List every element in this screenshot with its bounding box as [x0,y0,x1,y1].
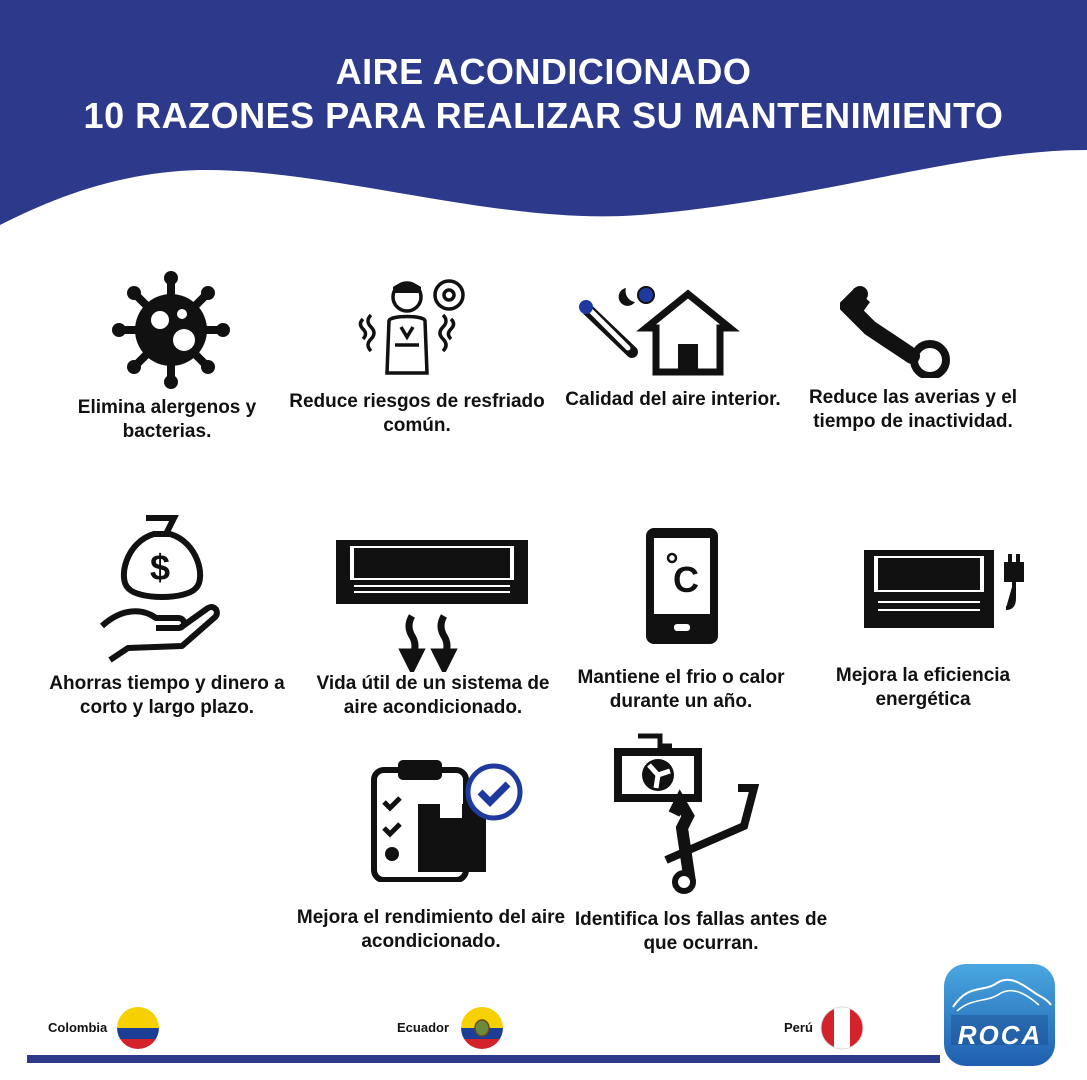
roca-logo [943,963,1056,1067]
thermometer-house-icon [578,282,740,376]
checklist-icon [370,758,526,882]
reason-caption: Calidad del aire interior. [565,389,781,410]
reason-caption: Reduce riesgos de resfriado común. [289,391,545,436]
sick-person-icon [357,275,467,381]
reason-caption: Mejora el rendimiento del aire acondicionado. [296,907,566,952]
svg-text:$: $ [149,547,171,588]
reason-caption: Vida útil de un sistema de aire acondicionado. [316,673,550,718]
title-line-2: 10 RAZONES PARA REALIZAR SU MANTENIMIENTO [83,95,1004,136]
air-conditioner-plug-icon [860,546,1032,634]
country-label-ecuador: Ecuador [397,1020,450,1035]
phone-celsius-icon [642,526,722,646]
money-hand-icon [98,508,222,666]
country-label-colombia: Colombia [48,1020,108,1035]
ecuador-flag-icon [460,1006,504,1050]
virus-icon [110,270,232,390]
page-title [0,50,1087,138]
reason-caption: Mantiene el frio o calor durante un año. [577,667,785,712]
colombia-flag-icon [116,1006,160,1050]
reason-caption: Reduce las averias y el tiempo de inactividad. [808,387,1018,432]
country-label-peru: Perú [784,1020,813,1035]
title-line-1: AIRE ACONDICIONADO [335,51,752,92]
reason-caption: Mejora la eficiencia energética [835,665,1011,710]
fan-repair-icon [610,732,760,896]
footer-bar [27,1055,940,1063]
brand-name: ROCA [957,1020,1043,1050]
svg-text:C: C [673,559,699,600]
air-conditioner-airflow-icon [332,536,532,672]
reason-caption: Elimina alergenos y bacterias. [77,397,257,442]
reason-caption: Identifica los fallas antes de que ocurran. [574,909,828,954]
wrench-icon [840,286,952,378]
reason-caption: Ahorras tiempo y dinero a corto y largo plazo. [49,673,285,718]
peru-flag-icon [820,1006,864,1050]
